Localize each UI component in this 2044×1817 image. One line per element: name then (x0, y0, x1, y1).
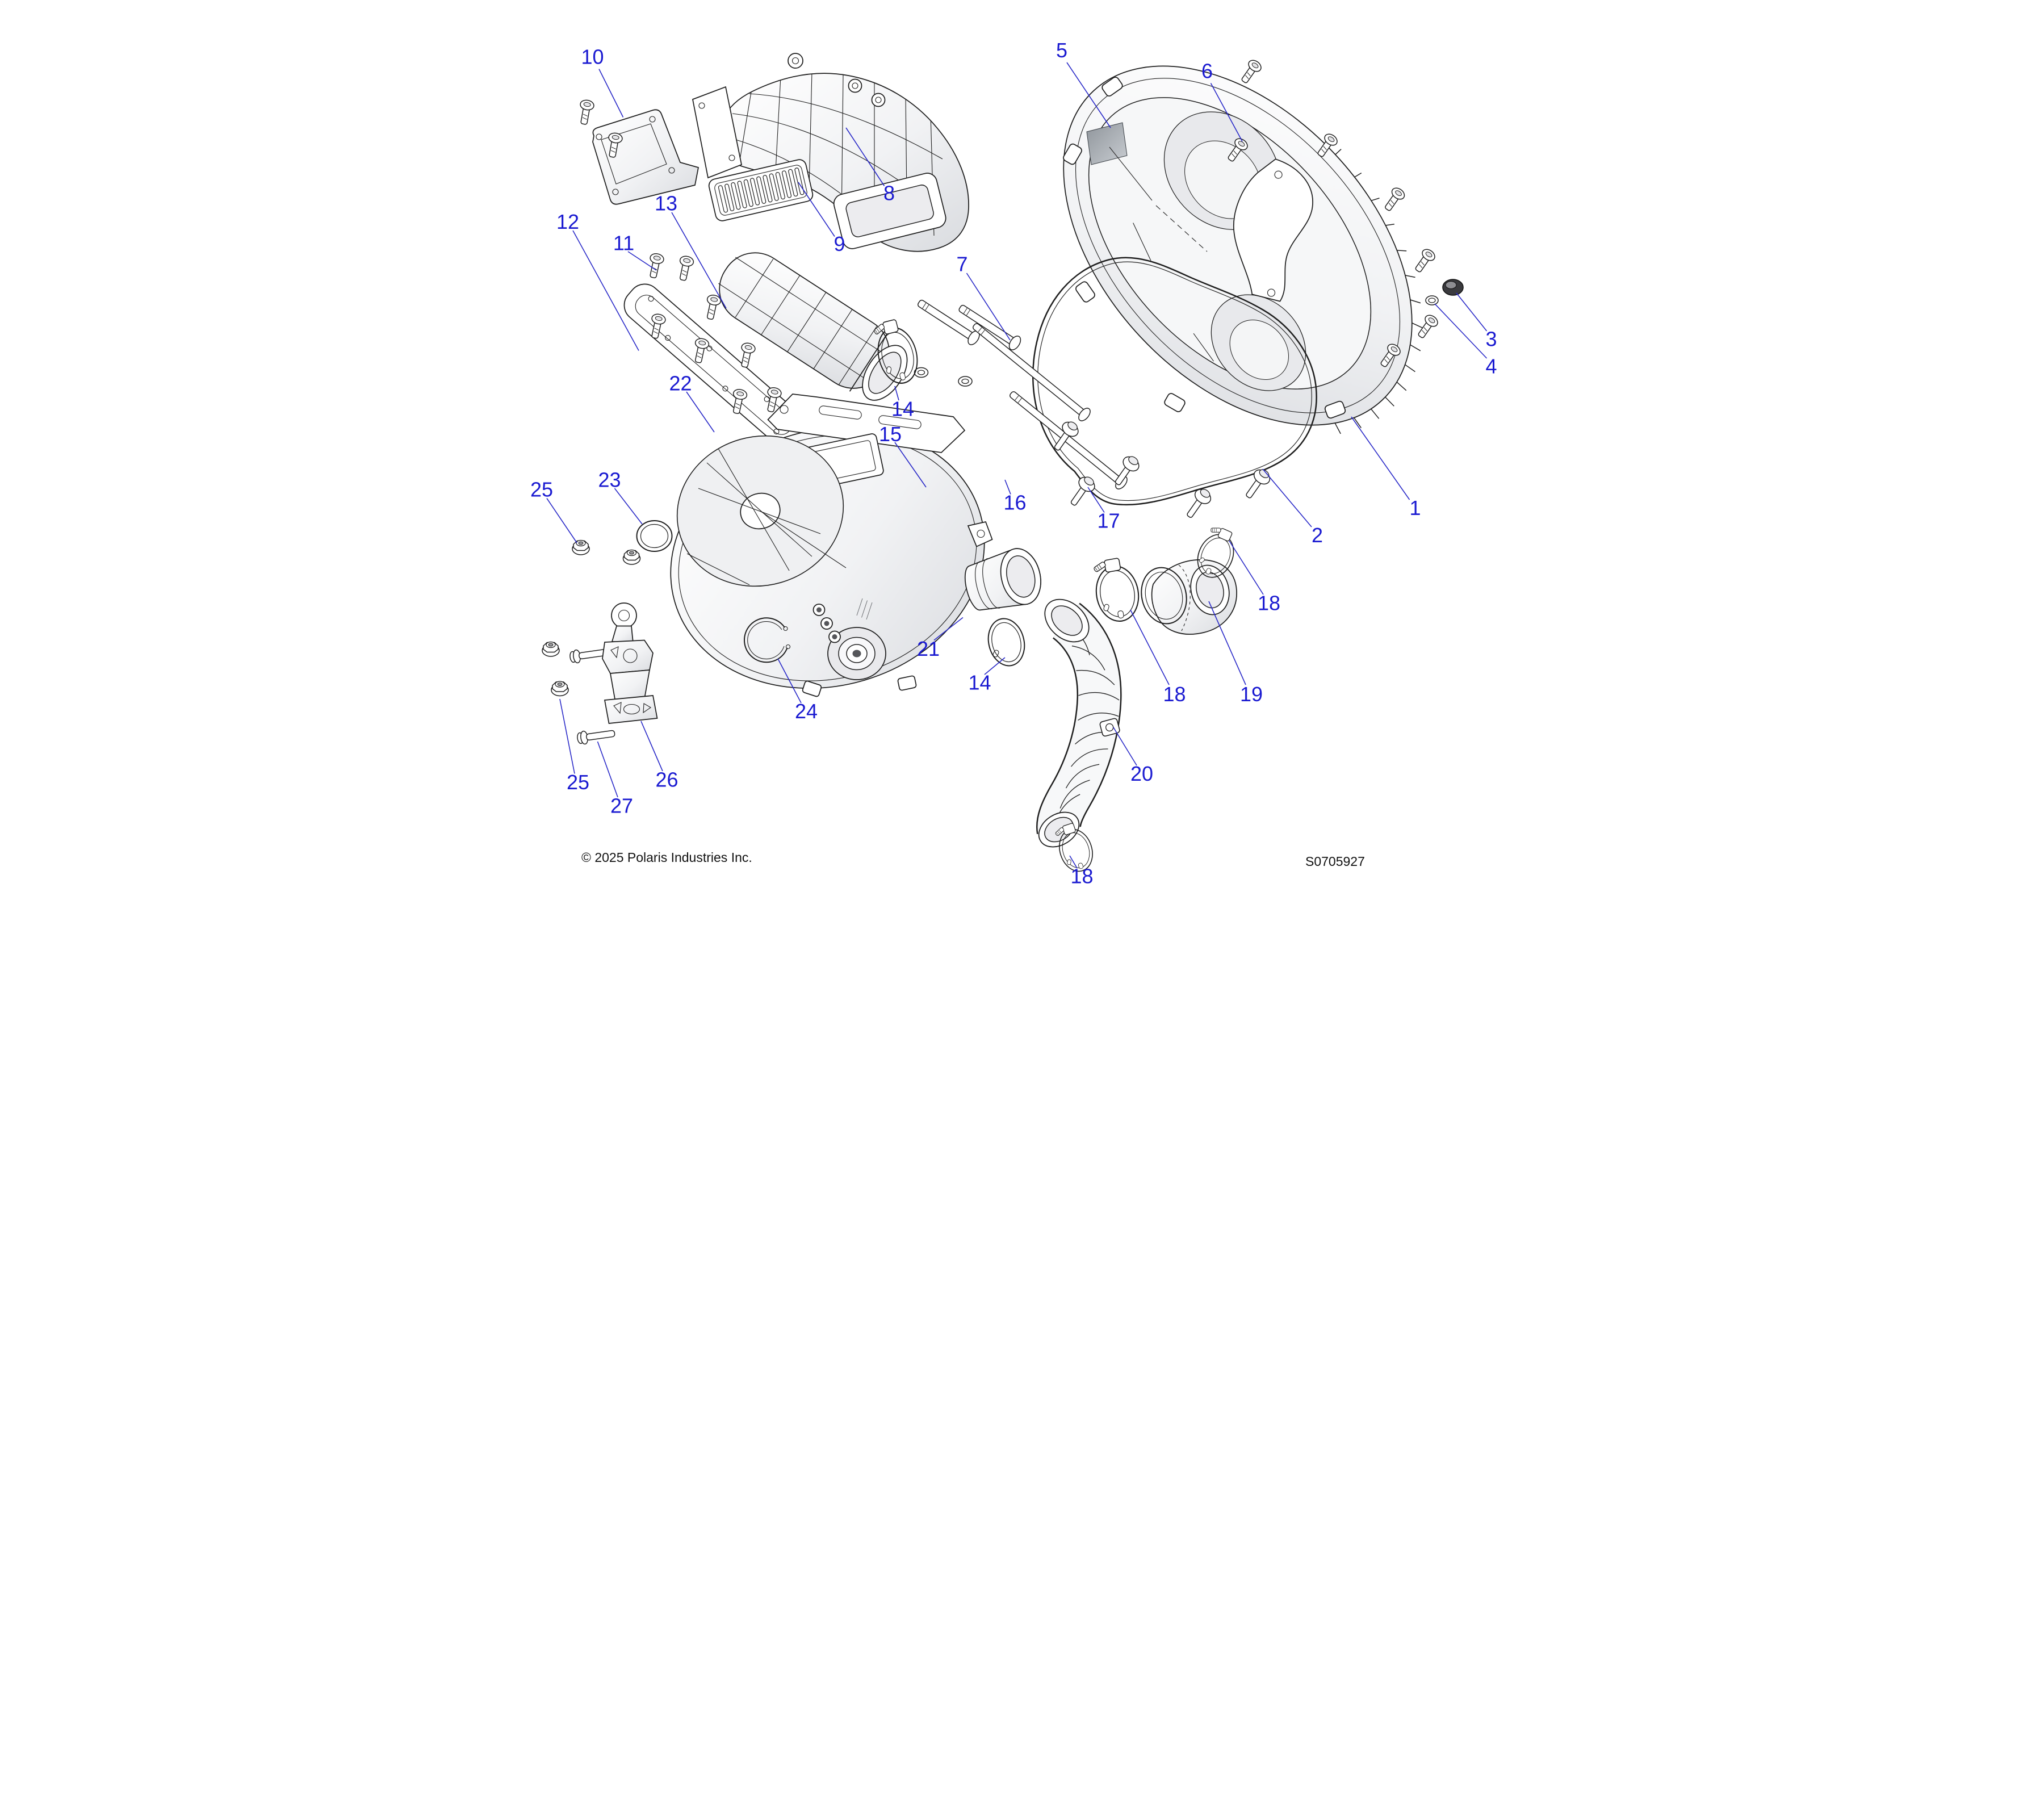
callout-number-8: 8 (883, 181, 895, 205)
callout-number-4: 4 (1485, 354, 1497, 378)
mount-bracket-part (602, 603, 657, 723)
callout-number-22: 22 (669, 371, 692, 395)
callout-number-5: 5 (1055, 39, 1068, 62)
leader-line-3 (1456, 293, 1487, 331)
duct-hose-part (1032, 591, 1120, 855)
leader-line-27 (598, 742, 618, 797)
callout-number-9: 9 (833, 232, 845, 256)
plate-screw (577, 99, 594, 125)
callout-number-23: 23 (598, 468, 621, 492)
callout-number-18: 18 (1163, 683, 1186, 706)
nut-callout-25 (572, 541, 589, 555)
leader-line-23 (615, 488, 643, 524)
leader-line-22 (686, 392, 714, 432)
callout-number-25: 25 (566, 771, 590, 794)
drain-plug-part (1443, 279, 1463, 295)
callout-number-13: 13 (654, 191, 678, 215)
callout-number-7: 7 (956, 252, 968, 276)
bolt-callout-27 (577, 727, 616, 745)
callout-number-2: 2 (1311, 524, 1323, 547)
callout-number-20: 20 (1130, 762, 1154, 785)
leader-line-4 (1435, 304, 1487, 358)
callout-number-26: 26 (655, 768, 678, 792)
callout-number-18: 18 (1257, 591, 1281, 615)
intake-duct-part (693, 53, 969, 252)
callout-number-25: 25 (530, 478, 554, 501)
clutch-cover-exploded-diagram (511, 0, 1533, 909)
leader-line-25 (560, 699, 575, 774)
callout-number-16: 16 (1003, 491, 1027, 514)
leader-line-1 (1351, 417, 1410, 500)
clamp-ring-14-lower (983, 615, 1029, 670)
plug-washer-part (1426, 296, 1438, 305)
bolt-callout-17 (1066, 474, 1098, 509)
hose-clamp-18-mid (1091, 556, 1143, 625)
parts-diagram-page (511, 0, 1533, 909)
flange-bolts (1049, 418, 1273, 522)
callout-number-15: 15 (878, 422, 902, 446)
access-plate-part (577, 99, 698, 204)
leader-line-2 (1263, 469, 1312, 527)
cover-bolts-medium (915, 296, 1023, 386)
callout-number-27: 27 (610, 794, 634, 818)
leader-line-25 (547, 499, 577, 543)
snorkel-screw (703, 294, 722, 321)
leader-line-20 (1113, 727, 1137, 765)
o-ring-part (637, 521, 672, 551)
callout-number-11: 11 (613, 231, 635, 255)
leader-line-26 (641, 721, 663, 771)
callout-number-18: 18 (1070, 864, 1094, 888)
callout-number-24: 24 (794, 700, 818, 723)
callout-number-6: 6 (1201, 59, 1213, 83)
callout-number-3: 3 (1485, 327, 1497, 351)
copyright-text: © 2025 Polaris Industries Inc. (581, 850, 752, 865)
callout-number-14: 14 (968, 671, 991, 694)
sheet-code: S0705927 (1305, 854, 1365, 869)
callout-number-21: 21 (916, 637, 940, 660)
snorkel-screw (676, 255, 694, 282)
duct-flange (693, 87, 742, 178)
callout-number-14: 14 (891, 397, 915, 421)
callout-number-12: 12 (556, 210, 580, 233)
callout-number-1: 1 (1409, 496, 1421, 520)
callout-number-19: 19 (1239, 683, 1263, 706)
callout-number-17: 17 (1097, 509, 1120, 533)
callout-number-10: 10 (581, 45, 604, 69)
elbow-duct-part (1136, 560, 1237, 634)
inner-clutch-cover-part (639, 391, 1015, 725)
leader-line-10 (599, 69, 623, 118)
